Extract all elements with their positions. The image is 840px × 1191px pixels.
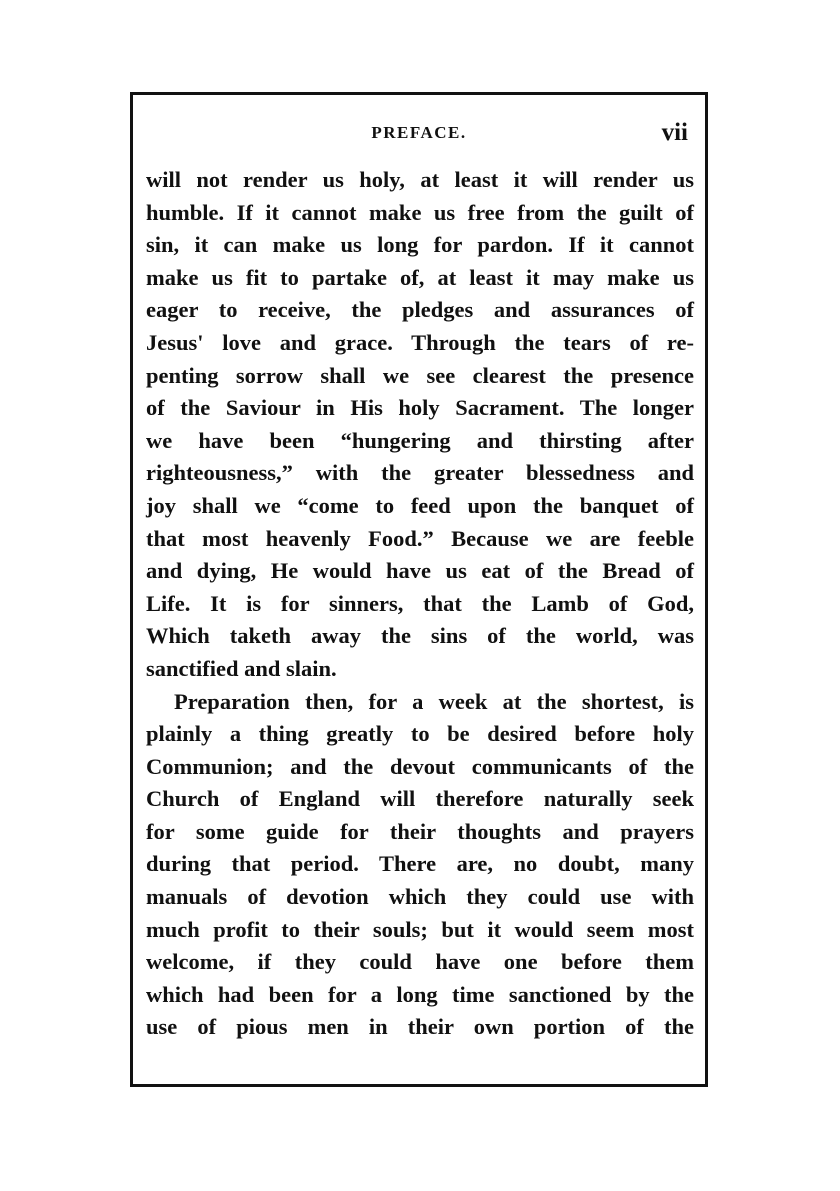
page-number: vii bbox=[661, 119, 688, 146]
running-header bbox=[146, 118, 692, 148]
text-line: for some guide for their thoughts and prayers bbox=[146, 818, 694, 844]
running-title: PREFACE. bbox=[371, 123, 467, 142]
body-text bbox=[146, 164, 694, 1044]
text-line: of the Saviour in His holy Sacrament. The longer bbox=[146, 395, 694, 421]
text-line: humble. If it cannot make us free from the guilt of bbox=[146, 199, 694, 225]
text-line: joy shall we “come to feed upon the banquet of bbox=[146, 492, 694, 518]
text-line: much profit to their souls; but it would seem most bbox=[146, 916, 694, 942]
text-line: use of pious men in their own portion of the bbox=[146, 1014, 694, 1040]
page-frame bbox=[130, 92, 708, 1087]
text-line: will not render us holy, at least it will render us bbox=[146, 167, 694, 192]
text-line: manuals of devotion which they could use with bbox=[146, 884, 694, 910]
text-line: that most heavenly Food.” Because we are feeble bbox=[146, 525, 694, 551]
right-border-rule bbox=[705, 92, 708, 1087]
text-line: Communion; and the devout communicants of the bbox=[146, 753, 694, 779]
text-line: during that period. There are, no doubt, many bbox=[146, 851, 694, 877]
top-border-rule bbox=[130, 92, 708, 95]
text-line: Which taketh away the sins of the world, was bbox=[146, 623, 694, 649]
text-line: and dying, He would have us eat of the Bread of bbox=[146, 558, 694, 584]
text-line: righteousness,” with the greater blessedness and bbox=[146, 460, 694, 486]
text-line: sin, it can make us long for pardon. If it cannot bbox=[146, 232, 694, 258]
paragraph-2 bbox=[146, 686, 694, 1045]
text-line: welcome, if they could have one before them bbox=[146, 949, 694, 975]
text-line: sanctified and slain. bbox=[146, 655, 337, 681]
text-line: Life. It is for sinners, that the Lamb of God, bbox=[146, 590, 694, 616]
text-line: Jesus' love and grace. Through the tears of re- bbox=[146, 329, 694, 355]
left-border-rule bbox=[130, 92, 133, 1087]
text-line: eager to receive, the pledges and assurances of bbox=[146, 297, 694, 323]
text-line: penting sorrow shall we see clearest the presence bbox=[146, 362, 694, 388]
text-line: Preparation then, for a week at the shortest, is bbox=[174, 688, 694, 714]
text-line: which had been for a long time sanctioned by the bbox=[146, 981, 694, 1007]
text-line: plainly a thing greatly to be desired before holy bbox=[146, 721, 694, 747]
text-line: we have been “hungering and thirsting after bbox=[146, 427, 694, 453]
text-line: make us fit to partake of, at least it may make us bbox=[146, 264, 694, 290]
paragraph-1 bbox=[146, 164, 694, 686]
bottom-border-rule bbox=[130, 1084, 708, 1087]
text-line: Church of England will therefore naturally seek bbox=[146, 786, 694, 812]
